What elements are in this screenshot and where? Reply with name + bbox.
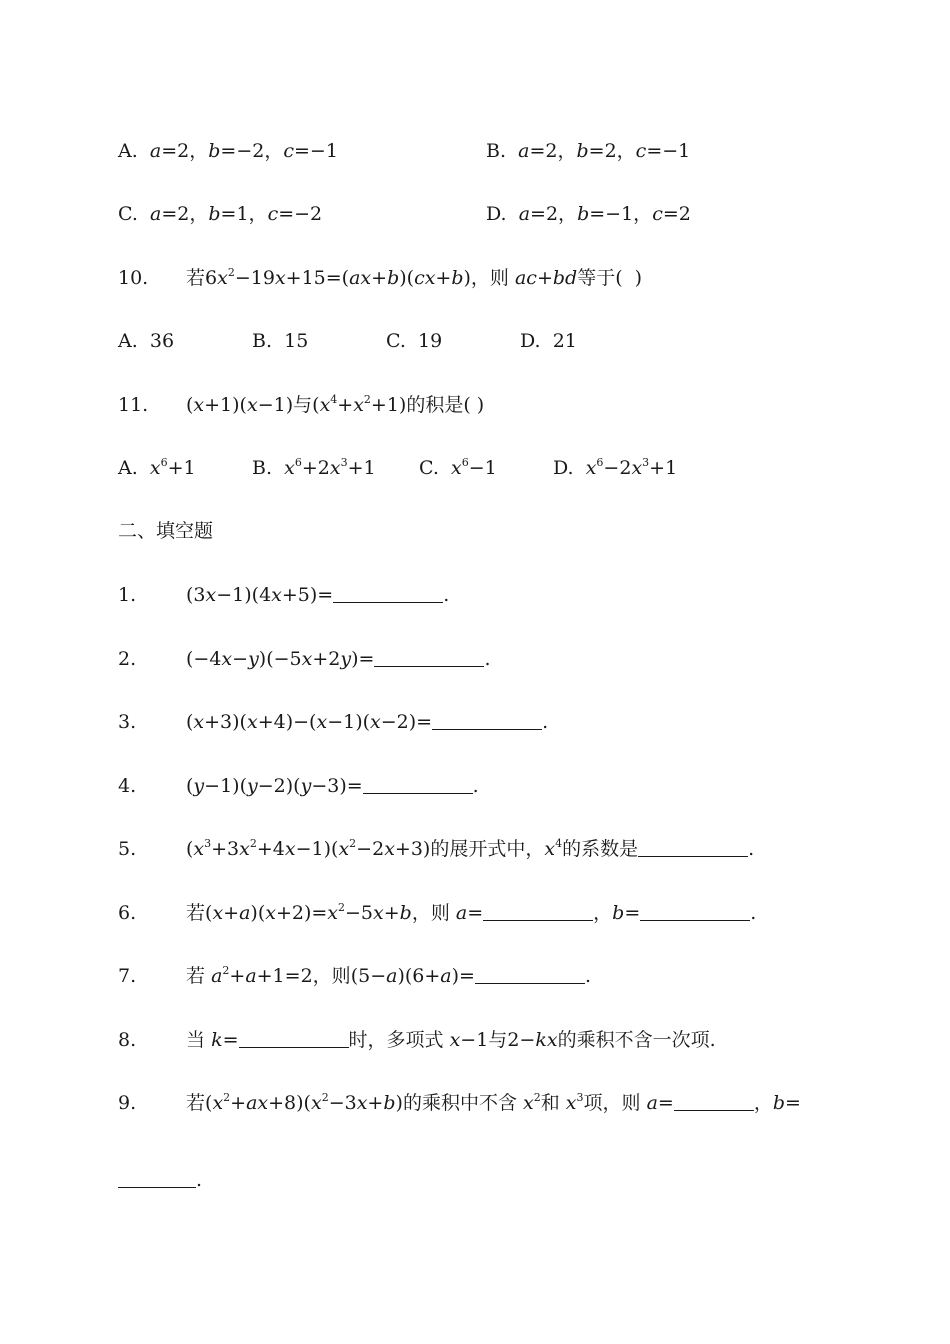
question-11: 11. (x+1)(x−1)与$(x^4+x^2+1)$的积是( ) <box>118 393 485 416</box>
q10-option-d: D. 21 <box>520 330 577 352</box>
answer-blank[interactable] <box>475 964 585 984</box>
section-title: 二、填空题 <box>118 520 214 542</box>
answer-blank[interactable] <box>333 583 443 603</box>
prev-options-row-2 <box>118 199 838 229</box>
fill-question-3: 3. (x+3)(x+4)−(x−1)(x−2)= . <box>118 711 549 733</box>
fill-question-2: 2. (−4x−y)(−5x+2y)= . <box>118 648 491 670</box>
fill-question-9: 9. 若$(x^2+ax+8)(x^2-3x+b)$的乘积中不含 $x^2$和 $x^3$项，则 a= ，b= <box>118 1091 801 1114</box>
fill-question-7: 7. 若 $a^2+a+1=2$，则(5−a)(6+a)= . <box>118 964 591 987</box>
fill-question-9-continued: . <box>118 1165 202 1195</box>
q10-option-b: B. 15 <box>252 330 309 352</box>
answer-blank[interactable] <box>374 647 484 667</box>
fill-question-1: 1. (3x−1)(4x+5)= . <box>118 584 450 606</box>
fill-question-8: 8. 当 k= 时，多项式 x−1与2−kx的乘积不含一次项. <box>118 1029 716 1051</box>
q10-option-c: C. 19 <box>386 330 443 352</box>
question-10: 10. 若$6x^2-19x+15=(ax+b)(cx+b)$，则 ac+bd等于( ) <box>118 266 643 289</box>
q11-option-d: D. $x^6-2x^3+1$ <box>553 456 678 479</box>
answer-blank[interactable] <box>363 774 473 794</box>
option-c: C. a=2，b=1，c=−2 <box>118 203 323 225</box>
answer-blank-b[interactable] <box>640 901 750 921</box>
answer-blank-a[interactable] <box>483 901 593 921</box>
answer-blank-a[interactable] <box>674 1091 754 1111</box>
fill-question-6: 6. 若$(x+a)(x+2)=x^2-5x+b$，则 a= ，b= . <box>118 901 757 924</box>
fill-question-5: 5. $(x^3+3x^2+4x-1)(x^2-2x+3)$的展开式中，$x^4$的系数是 . <box>118 837 755 860</box>
question-10-options <box>118 326 618 356</box>
q11-option-a: A. $x^6+1$ <box>118 456 196 479</box>
answer-blank[interactable] <box>638 837 748 857</box>
q11-option-b: B. $x^6+2x^3+1$ <box>252 456 376 479</box>
answer-blank[interactable] <box>239 1028 349 1048</box>
q10-option-a: A. 36 <box>118 330 175 352</box>
q11-option-c: C. $x^6-1$ <box>419 456 497 479</box>
question-11-options <box>118 453 718 483</box>
answer-blank-b[interactable] <box>118 1168 196 1188</box>
option-a: A. a=2，b=−2，c=−1 <box>118 140 338 162</box>
prev-options-row-1 <box>118 136 838 166</box>
option-d: D. a=2，b=−1，c=2 <box>486 203 691 225</box>
fill-question-4: 4. (y−1)(y−2)(y−3)= . <box>118 775 479 797</box>
option-b: B. a=2，b=2，c=−1 <box>486 140 691 162</box>
answer-blank[interactable] <box>432 710 542 730</box>
